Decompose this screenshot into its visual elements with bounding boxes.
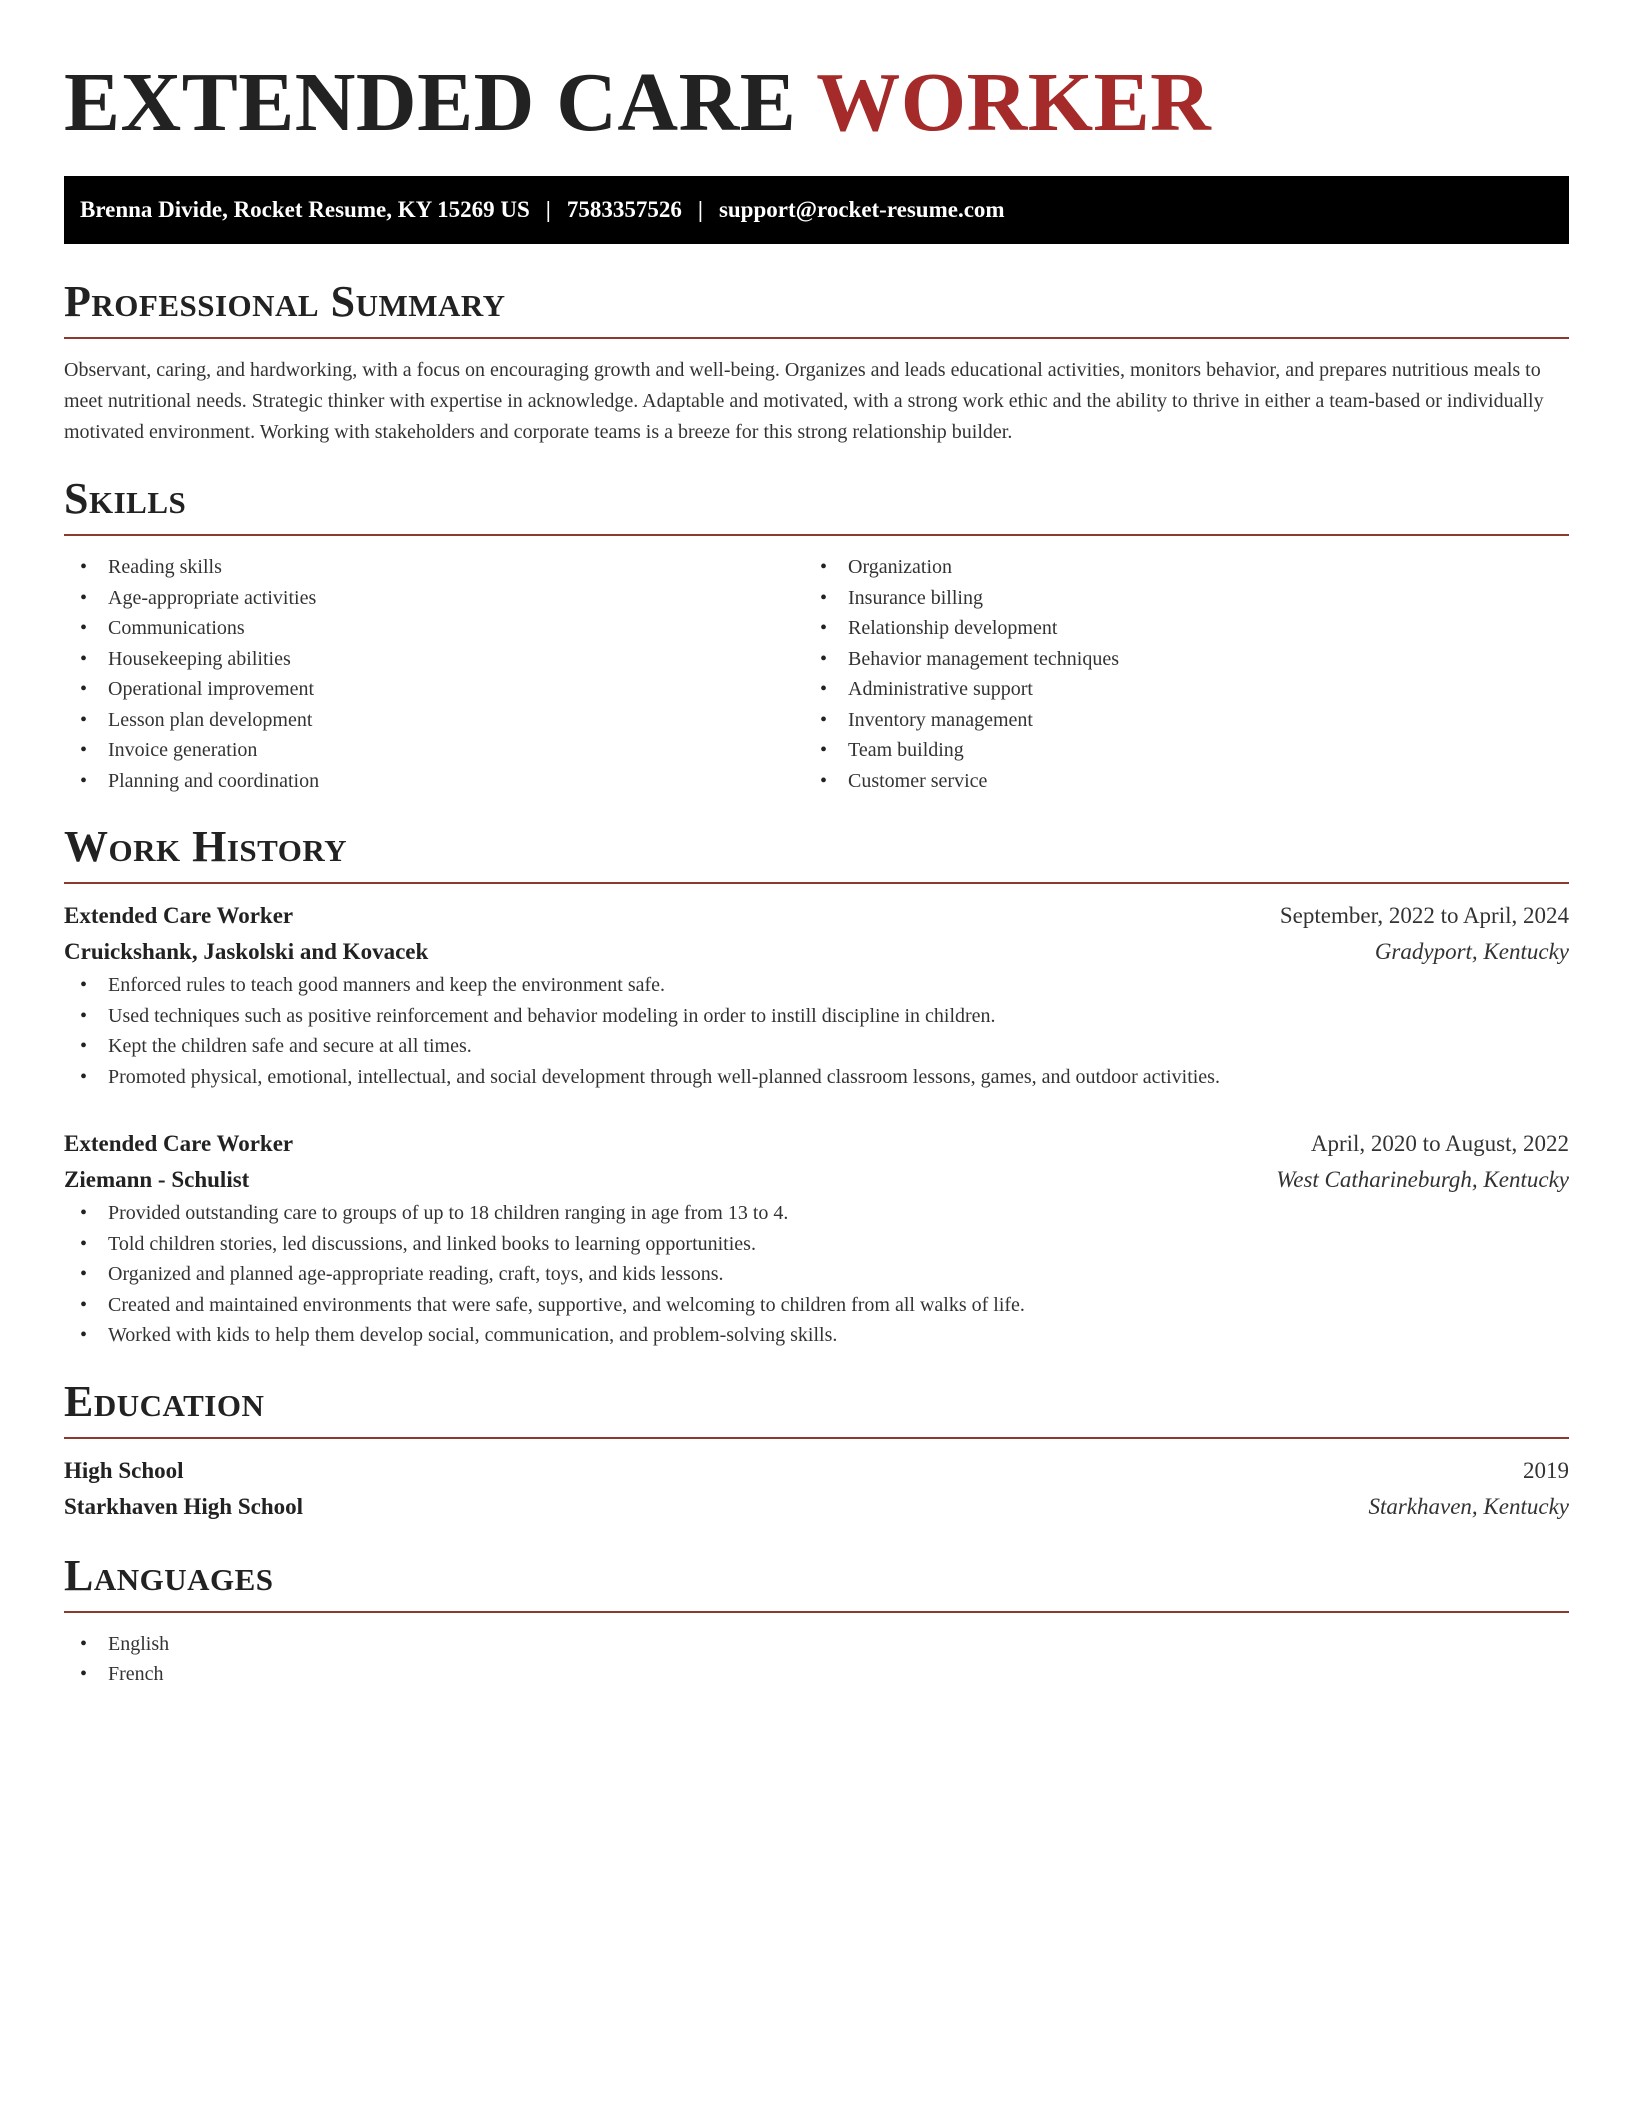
- job-duty-item: • Promoted physical, emotional, intellectual, and social development through well-planned classroom lessons, games, and outdoor activities.: [64, 1062, 1569, 1093]
- job-dates: September, 2022 to April, 2024: [1279, 903, 1569, 928]
- job-header-row: [64, 1126, 1569, 1162]
- skill-item: • Behavior management techniques: [804, 644, 1544, 675]
- section-heading-summary: Professional Summary: [64, 277, 506, 326]
- contact-separator: |: [545, 197, 551, 222]
- summary-section: [64, 277, 1569, 448]
- education-year: 2019: [1523, 1457, 1569, 1483]
- skill-item: • Relationship development: [804, 613, 1544, 644]
- skill-item: • Reading skills: [64, 552, 804, 583]
- language-item: • English: [64, 1629, 1569, 1660]
- contact-email[interactable]: support@rocket-resume.com: [718, 197, 1005, 222]
- job-company: Ziemann - Schulist: [64, 1167, 250, 1192]
- job-duty-item: • Used techniques such as positive reinforcement and behavior modeling in order to instill discipline in children.: [64, 1001, 1569, 1032]
- job-company: Cruickshank, Jaskolski and Kovacek: [64, 939, 429, 964]
- section-divider: [64, 882, 1569, 884]
- job-duty-item: • Organized and planned age-appropriate reading, craft, toys, and kids lessons.: [64, 1259, 1569, 1290]
- job-title: Extended Care Worker: [64, 903, 294, 928]
- job-company-row: [64, 934, 1569, 970]
- education-section: [64, 1377, 1569, 1525]
- job-company-row: [64, 1162, 1569, 1198]
- section-heading-education: Education: [64, 1376, 265, 1426]
- job-title: Extended Care Worker: [64, 1131, 294, 1156]
- education-school-row: [64, 1489, 1569, 1525]
- job-entry: [64, 1126, 1569, 1351]
- title-accent: WORKER: [816, 56, 1212, 149]
- skill-item: • Insurance billing: [804, 583, 1544, 614]
- skill-item: • Organization: [804, 552, 1544, 583]
- job-duties-list: [64, 970, 1569, 1092]
- section-divider: [64, 1437, 1569, 1439]
- skill-item: • Planning and coordination: [64, 766, 804, 797]
- language-item: • French: [64, 1659, 1569, 1690]
- languages-list: [64, 1629, 1569, 1690]
- contact-bar: [64, 176, 1569, 244]
- education-degree: High School: [64, 1457, 184, 1483]
- summary-text: Observant, caring, and hardworking, with a focus on encouraging growth and well-being. Organizes and leads educational activities, monitors behavior, and prepares nutritious meals to meet nutritional needs. Strategic thinker with expertise in acknowledge. Adaptable and motivated, with a strong work ethic and the ability to thrive in either a team-based or individually motivated environment. Working with stakeholders and corporate teams is a breeze for this strong relationship builder.: [64, 359, 1544, 443]
- skills-section: [64, 474, 1569, 796]
- skills-list-right: [804, 552, 1544, 796]
- skill-item: • Housekeeping abilities: [64, 644, 804, 675]
- job-dates: April, 2020 to August, 2022: [1310, 1131, 1569, 1156]
- job-duty-item: • Enforced rules to teach good manners and keep the environment safe.: [64, 970, 1569, 1001]
- section-heading-work-history: Work History: [64, 822, 348, 871]
- education-school: Starkhaven High School: [64, 1493, 303, 1519]
- skill-item: • Invoice generation: [64, 735, 804, 766]
- job-location: Gradyport, Kentucky: [1374, 939, 1569, 964]
- skill-item: • Administrative support: [804, 674, 1544, 705]
- skill-item: • Communications: [64, 613, 804, 644]
- skill-item: • Customer service: [804, 766, 1544, 797]
- education-entry: [64, 1453, 1569, 1525]
- contact-address: Brenna Divide, Rocket Resume, KY 15269 US: [80, 197, 530, 222]
- section-divider: [64, 534, 1569, 536]
- section-heading-languages: Languages: [64, 1550, 274, 1600]
- skill-item: • Inventory management: [804, 705, 1544, 736]
- job-duty-item: • Told children stories, led discussions, and linked books to learning opportunities.: [64, 1229, 1569, 1260]
- job-duty-item: • Kept the children safe and secure at all times.: [64, 1031, 1569, 1062]
- title-main: EXTENDED CARE: [64, 56, 797, 149]
- contact-separator: |: [697, 197, 703, 222]
- job-entry: [64, 898, 1569, 1092]
- skill-item: • Team building: [804, 735, 1544, 766]
- job-header-row: [64, 898, 1569, 934]
- skill-item: • Age-appropriate activities: [64, 583, 804, 614]
- skill-item: • Lesson plan development: [64, 705, 804, 736]
- resume-title: [64, 56, 1569, 150]
- job-duty-item: • Worked with kids to help them develop social, communication, and problem-solving skills.: [64, 1320, 1569, 1351]
- section-divider: [64, 1611, 1569, 1613]
- languages-section: [64, 1551, 1569, 1690]
- contact-phone[interactable]: 7583357526: [566, 197, 682, 222]
- job-location: West Catharineburgh, Kentucky: [1276, 1167, 1569, 1192]
- work-history-section: [64, 822, 1569, 1351]
- education-location: Starkhaven, Kentucky: [1368, 1493, 1569, 1519]
- education-header-row: [64, 1453, 1569, 1489]
- job-duty-item: • Created and maintained environments that were safe, supportive, and welcoming to children from all walks of life.: [64, 1290, 1569, 1321]
- skill-item: • Operational improvement: [64, 674, 804, 705]
- section-heading-skills: Skills: [64, 474, 187, 523]
- resume-page: [64, 56, 1569, 1690]
- job-duties-list: [64, 1198, 1569, 1351]
- skills-columns: [64, 552, 1569, 796]
- skills-list-left: [64, 552, 804, 796]
- section-divider: [64, 337, 1569, 339]
- job-duty-item: • Provided outstanding care to groups of up to 18 children ranging in age from 13 to 4.: [64, 1198, 1569, 1229]
